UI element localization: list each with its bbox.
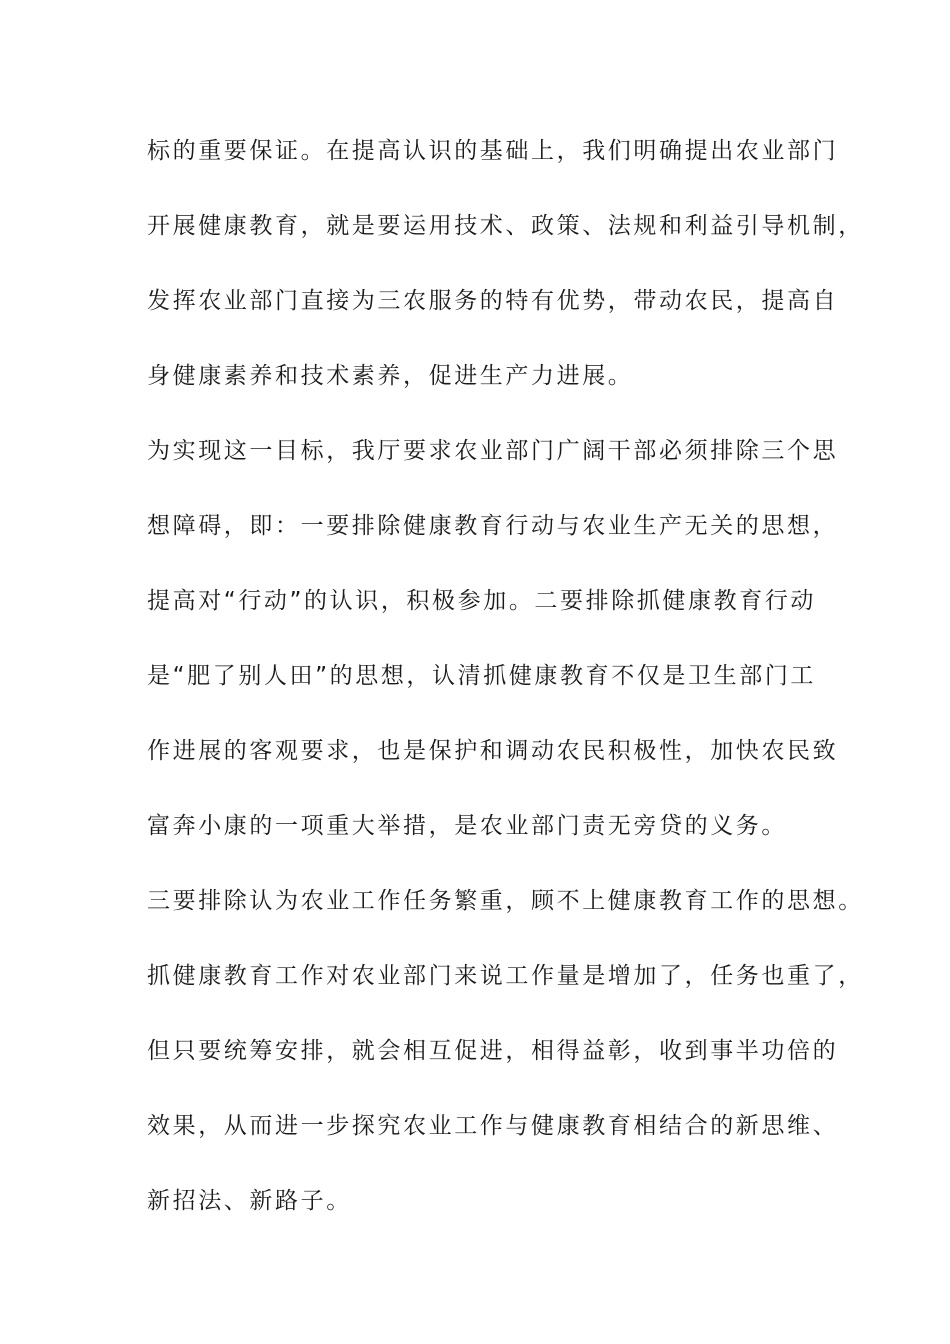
text-line: 想障碍，即：一要排除健康教育行动与农业生产无关的思想， — [147, 513, 839, 539]
text-line: 作进展的客观要求，也是保护和调动农民积极性，加快农民致 — [147, 738, 839, 764]
text-line: 效果，从而进一步探究农业工作与健康教育相结合的新思维、 — [147, 1113, 839, 1139]
text-line: 富奔小康的一项重大举措，是农业部门责无旁贷的义务。 — [147, 813, 787, 839]
text-line: 为实现这一目标，我厅要求农业部门广阔干部必须排除三个思 — [147, 438, 839, 464]
text-line: 抓健康教育工作对农业部门来说工作量是增加了，任务也重了， — [147, 963, 864, 989]
text-line: 身健康素养和技术素养，促进生产力进展。 — [147, 363, 634, 389]
text-line: 三要排除认为农业工作任务繁重，顾不上健康教育工作的思想。 — [147, 888, 864, 914]
text-line: 提高对“行动”的认识，积极参加。二要排除抓健康教育行动 — [147, 588, 817, 614]
text-line: 开展健康教育，就是要运用技术、政策、法规和利益引导机制， — [147, 213, 864, 239]
text-line: 但只要统筹安排，就会相互促进，相得益彰，收到事半功倍的 — [147, 1038, 839, 1064]
text-line: 发挥农业部门直接为三农服务的特有优势，带动农民，提高自 — [147, 288, 839, 314]
text-line: 是“肥了别人田”的思想，认清抓健康教育不仅是卫生部门工 — [147, 663, 817, 689]
text-line: 新招法、新路子。 — [147, 1188, 352, 1214]
text-line: 标的重要保证。在提高认识的基础上，我们明确提出农业部门 — [147, 138, 839, 164]
